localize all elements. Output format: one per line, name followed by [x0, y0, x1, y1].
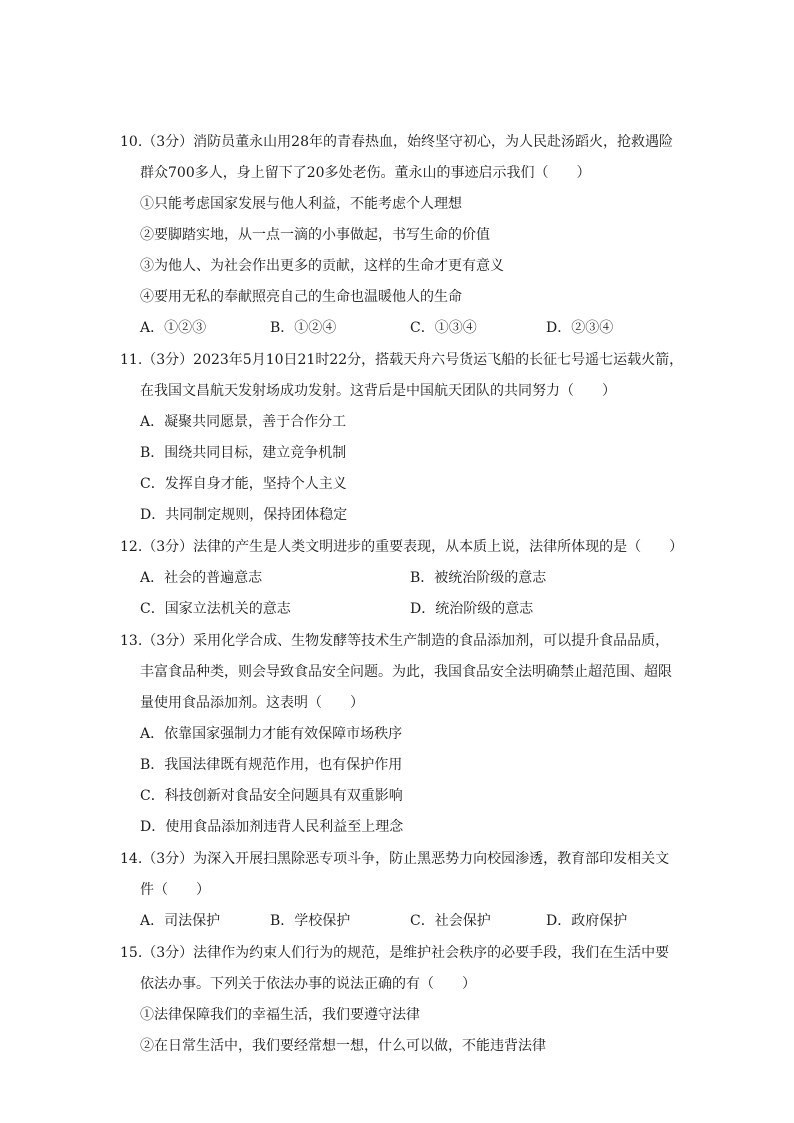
q13-option-a: A．依靠国家强制力才能有效保障市场秩序 — [140, 726, 403, 742]
q14-stem-line-2: 件（ ） — [140, 882, 210, 898]
q13-stem-line-1: 13.（3分）采用化学合成、生物发酵等技术生产制造的食品添加剂，可以提升食品品质， — [120, 633, 670, 649]
q13-option-c: C．科技创新对食品安全问题具有双重影响 — [140, 788, 403, 804]
q13-option-b: B．我国法律既有规范作用，也有保护作用 — [140, 757, 403, 773]
q15-item-2: ②在日常生活中，我们要经常想一想，什么可以做，不能违背法律 — [140, 1038, 546, 1054]
q14-option-c: C．社会保护 — [410, 913, 491, 929]
q10-item-4: ④要用无私的奉献照亮自己的生命也温暖他人的生命 — [140, 289, 462, 305]
q10-option-c: C．①③④ — [410, 320, 477, 336]
q15-stem-line-1: 15.（3分）法律作为约束人们行为的规范，是维护社会秩序的必要手段，我们在生活中要 — [120, 945, 670, 961]
q14-option-b: B．学校保护 — [270, 913, 351, 929]
q11-option-c: C．发挥自身才能，坚持个人主义 — [140, 476, 347, 492]
q12-stem-line-1: 12.（3分）法律的产生是人类文明进步的重要表现，从本质上说，法律所体现的是（ ） — [120, 539, 684, 555]
q10-stem-line-1: 10.（3分）消防员董永山用28年的青春热血，始终坚守初心，为人民赴汤蹈火，抢救遇险 — [120, 134, 673, 150]
q15-stem-line-2: 依法办事。下列关于依法办事的说法正确的有（ ） — [140, 976, 476, 992]
q10-item-2: ②要脚踏实地，从一点一滴的小事做起，书写生命的价值 — [140, 227, 490, 243]
q10-item-3: ③为他人、为社会作出更多的贡献，这样的生命才更有意义 — [140, 258, 504, 274]
q13-option-d: D．使用食品添加剂违背人民利益至上理念 — [140, 819, 404, 835]
q11-option-a: A．凝聚共同愿景，善于合作分工 — [140, 414, 347, 430]
q11-option-d: D．共同制定规则，保持团体稳定 — [140, 507, 348, 523]
q11-stem-line-2: 在我国文昌航天发射场成功发射。这背后是中国航天团队的共同努力（ ） — [140, 383, 616, 399]
q12-option-a: A．社会的普遍意志 — [140, 570, 263, 586]
q11-stem-line-1: 11.（3分）2023年5月10日21时22分，搭载天舟六号货运飞船的长征七号遥七运载火箭， — [120, 352, 684, 368]
q12-option-d: D．统治阶级的意志 — [410, 601, 534, 617]
q14-stem-line-1: 14.（3分）为深入开展扫黑除恶专项斗争，防止黑恶势力向校园渗透，教育部印发相关文 — [120, 851, 670, 867]
q11-option-b: B．围绕共同目标，建立竞争机制 — [140, 445, 347, 461]
q10-option-d: D．②③④ — [546, 320, 614, 336]
q14-option-d: D．政府保护 — [546, 913, 628, 929]
q10-option-a: A．①②③ — [140, 320, 207, 336]
q14-option-a: A．司法保护 — [140, 913, 221, 929]
q10-option-b: B．①②④ — [270, 320, 337, 336]
q10-stem-line-2: 群众700多人，身上留下了20多处老伤。董永山的事迹启示我们（ ） — [140, 165, 591, 181]
q12-option-b: B．被统治阶级的意志 — [410, 570, 547, 586]
q15-item-1: ①法律保障我们的幸福生活，我们要遵守法律 — [140, 1007, 420, 1023]
q13-stem-line-2: 丰富食品种类，则会导致食品安全问题。为此，我国食品安全法明确禁止超范围、超限 — [140, 664, 672, 680]
q12-option-c: C．国家立法机关的意志 — [140, 601, 291, 617]
q10-item-1: ①只能考虑国家发展与他人利益，不能考虑个人理想 — [140, 196, 462, 212]
q13-stem-line-3: 量使用食品添加剂。这表明（ ） — [140, 695, 364, 711]
